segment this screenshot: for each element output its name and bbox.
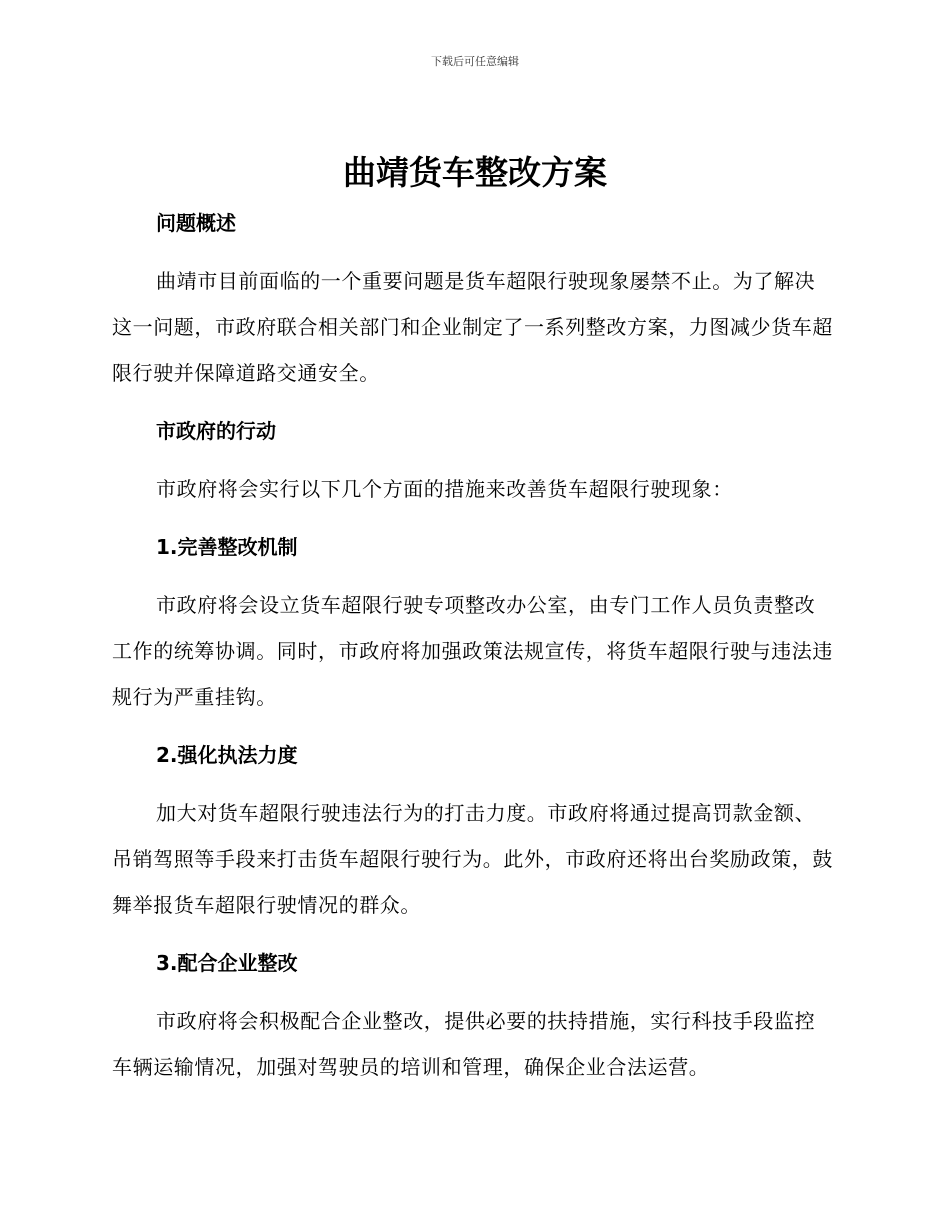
document-title: 曲靖货车整改方案 [343,153,607,192]
section-heading-actions: 市政府的行动 [156,419,276,443]
section-heading-item-3: 3.配合企业整改 [156,951,298,975]
section-heading-item-1: 1.完善整改机制 [156,535,298,559]
section-heading-overview: 问题概述 [156,211,236,235]
paragraph-item-2: 加大对货车超限行驶违法行为的打击力度。市政府将通过提高罚款金额、吊销驾照等手段来打击货车超限行驶行为。此外，市政府还将出台奖励政策，鼓舞举报货车超限行驶情况的群众。 [112,801,833,917]
document-body [112,200,834,1090]
paragraph-overview: 曲靖市目前面临的一个重要问题是货车超限行驶现象屡禁不止。为了解决这一问题，市政府联合相关部门和企业制定了一系列整改方案，力图减少货车超限行驶并保障道路交通安全。 [112,269,833,385]
section-heading-item-2: 2.强化执法力度 [156,743,298,767]
header-note: 下载后可任意编辑 [431,55,519,68]
paragraph-actions-intro: 市政府将会实行以下几个方面的措施来改善货车超限行驶现象： [156,477,733,501]
paragraph-item-3: 市政府将会积极配合企业整改，提供必要的扶持措施，实行科技手段监控车辆运输情况，加强对驾驶员的培训和管理，确保企业合法运营。 [112,1009,816,1079]
paragraph-item-1: 市政府将会设立货车超限行驶专项整改办公室，由专门工作人员负责整改工作的统筹协调。同时，市政府将加强政策法规宣传，将货车超限行驶与违法违规行为严重挂钩。 [112,593,833,709]
